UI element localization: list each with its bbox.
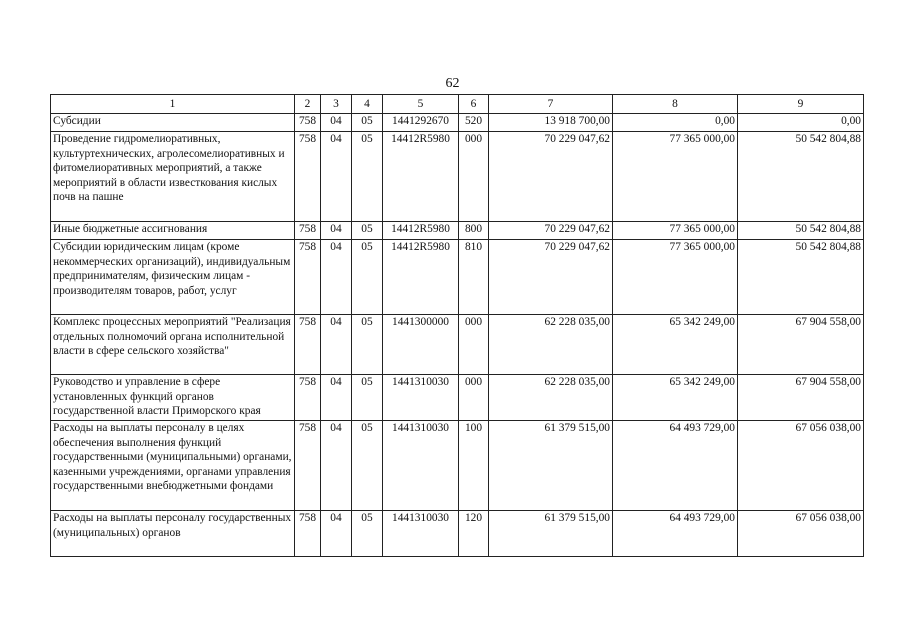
header-cell-6: 6 (459, 95, 489, 114)
cell-ministry: 758 (295, 511, 321, 557)
header-row (51, 95, 864, 114)
cell-subsection: 05 (352, 315, 383, 375)
cell-amount-1: 61 379 515,00 (489, 421, 613, 511)
cell-amount-1: 61 379 515,00 (489, 511, 613, 557)
cell-section: 04 (321, 132, 352, 222)
cell-target-article: 14412R5980 (383, 132, 459, 222)
page-number: 62 (445, 76, 460, 91)
cell-amount-1: 70 229 047,62 (489, 240, 613, 315)
cell-ministry: 758 (295, 315, 321, 375)
header-cell-2: 2 (295, 95, 321, 114)
cell-amount-2: 0,00 (613, 114, 738, 132)
cell-subsection: 05 (352, 421, 383, 511)
row-name: Расходы на выплаты персоналу государственных (муниципальных) органов (51, 511, 295, 557)
cell-expense-type: 800 (459, 222, 489, 240)
row-name: Руководство и управление в сфере установленных функций органов государственной власти Приморского края (51, 375, 295, 421)
cell-ministry: 758 (295, 375, 321, 421)
table-row (51, 132, 864, 222)
table-row (51, 240, 864, 315)
cell-target-article: 1441310030 (383, 375, 459, 421)
cell-target-article: 1441310030 (383, 421, 459, 511)
cell-amount-3: 67 056 038,00 (738, 511, 864, 557)
header-cell-4: 4 (352, 95, 383, 114)
budget-table (50, 94, 864, 557)
cell-amount-3: 50 542 804,88 (738, 240, 864, 315)
cell-section: 04 (321, 375, 352, 421)
cell-amount-1: 62 228 035,00 (489, 315, 613, 375)
cell-expense-type: 000 (459, 132, 489, 222)
cell-expense-type: 000 (459, 375, 489, 421)
cell-target-article: 1441300000 (383, 315, 459, 375)
cell-subsection: 05 (352, 375, 383, 421)
row-name: Субсидии юридическим лицам (кроме некоммерческих организаций), индивидуальным предпринимателям, физическим лицам - производителям товаров, работ, услуг (51, 240, 295, 315)
cell-amount-3: 67 904 558,00 (738, 315, 864, 375)
header-cell-7: 7 (489, 95, 613, 114)
cell-section: 04 (321, 114, 352, 132)
header-cell-9: 9 (738, 95, 864, 114)
cell-amount-2: 64 493 729,00 (613, 511, 738, 557)
cell-subsection: 05 (352, 114, 383, 132)
cell-expense-type: 100 (459, 421, 489, 511)
table-row (51, 114, 864, 132)
cell-subsection: 05 (352, 240, 383, 315)
row-name: Субсидии (51, 114, 295, 132)
cell-amount-2: 65 342 249,00 (613, 315, 738, 375)
cell-amount-3: 50 542 804,88 (738, 222, 864, 240)
cell-amount-2: 77 365 000,00 (613, 222, 738, 240)
cell-amount-2: 77 365 000,00 (613, 132, 738, 222)
cell-subsection: 05 (352, 132, 383, 222)
cell-amount-1: 70 229 047,62 (489, 132, 613, 222)
cell-amount-3: 0,00 (738, 114, 864, 132)
cell-section: 04 (321, 421, 352, 511)
cell-target-article: 14412R5980 (383, 222, 459, 240)
cell-amount-3: 50 542 804,88 (738, 132, 864, 222)
cell-expense-type: 520 (459, 114, 489, 132)
table-row (51, 315, 864, 375)
cell-amount-1: 62 228 035,00 (489, 375, 613, 421)
cell-amount-3: 67 056 038,00 (738, 421, 864, 511)
cell-subsection: 05 (352, 222, 383, 240)
table-row (51, 421, 864, 511)
cell-amount-1: 13 918 700,00 (489, 114, 613, 132)
header-cell-3: 3 (321, 95, 352, 114)
cell-section: 04 (321, 315, 352, 375)
cell-section: 04 (321, 511, 352, 557)
table-row (51, 511, 864, 557)
cell-ministry: 758 (295, 222, 321, 240)
cell-amount-2: 65 342 249,00 (613, 375, 738, 421)
row-name: Комплекс процессных мероприятий "Реализация отдельных полномочий органа исполнительной власти в сфере сельского хозяйства" (51, 315, 295, 375)
row-name: Расходы на выплаты персоналу в целях обеспечения выполнения функций государственными (муниципальными) органами, казенными учреждениями, органами управления государственными внебюджетными фондами (51, 421, 295, 511)
cell-amount-2: 64 493 729,00 (613, 421, 738, 511)
cell-ministry: 758 (295, 114, 321, 132)
header-cell-5: 5 (383, 95, 459, 114)
table-row (51, 375, 864, 421)
cell-ministry: 758 (295, 421, 321, 511)
cell-amount-3: 67 904 558,00 (738, 375, 864, 421)
cell-section: 04 (321, 240, 352, 315)
cell-amount-2: 77 365 000,00 (613, 240, 738, 315)
cell-expense-type: 120 (459, 511, 489, 557)
header-cell-8: 8 (613, 95, 738, 114)
row-name: Иные бюджетные ассигнования (51, 222, 295, 240)
cell-target-article: 14412R5980 (383, 240, 459, 315)
cell-expense-type: 000 (459, 315, 489, 375)
cell-target-article: 1441292670 (383, 114, 459, 132)
cell-ministry: 758 (295, 240, 321, 315)
cell-subsection: 05 (352, 511, 383, 557)
cell-amount-1: 70 229 047,62 (489, 222, 613, 240)
header-cell-1: 1 (51, 95, 295, 114)
row-name: Проведение гидромелиоративных, культуртехнических, агролесомелиоративных и фитомелиоративных мероприятий, а также мероприятий в области известкования кислых почв на пашне (51, 132, 295, 222)
cell-ministry: 758 (295, 132, 321, 222)
cell-expense-type: 810 (459, 240, 489, 315)
cell-target-article: 1441310030 (383, 511, 459, 557)
table-row (51, 222, 864, 240)
cell-section: 04 (321, 222, 352, 240)
